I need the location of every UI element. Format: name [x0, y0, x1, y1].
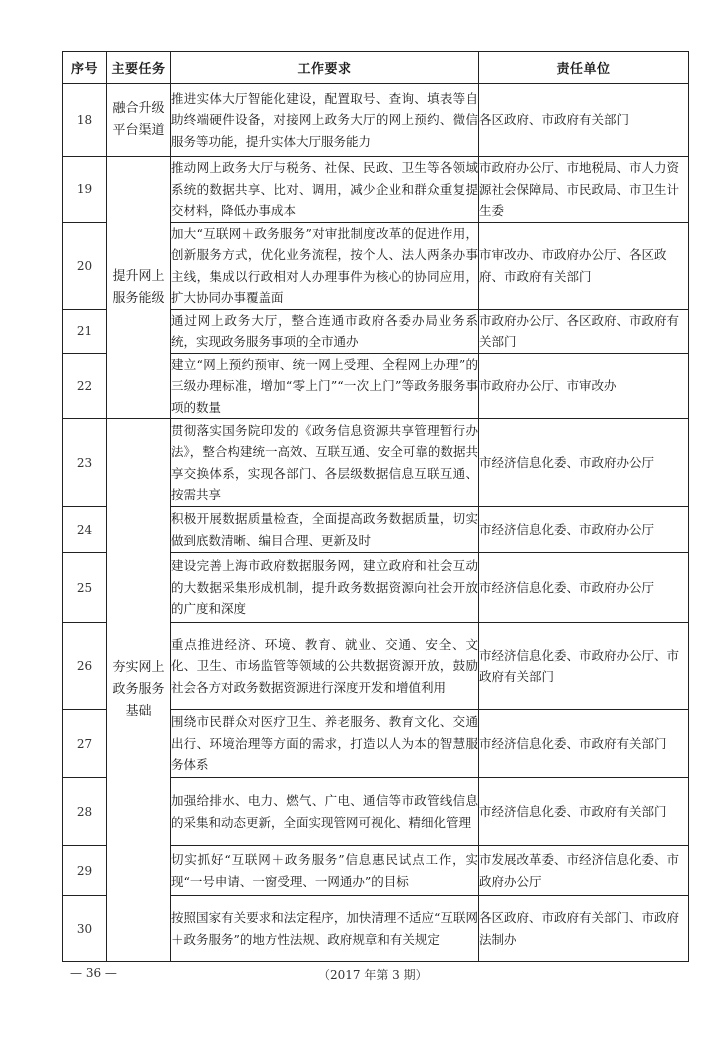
header-requirement: 工作要求 [171, 52, 479, 84]
work-requirement: 加强给排水、电力、燃气、广电、通信等市政管线信息的采集和动态更新，全面实现管网可视化、精细化管理 [171, 778, 479, 846]
work-requirement: 贯彻落实国务院印发的《政务信息资源共享管理暂行办法》，整合构建统一高效、互联互通、安全可靠的数据共享交换体系，实现各部门、各层级数据信息互联互通、按需共享 [171, 419, 479, 507]
row-number: 29 [63, 846, 107, 896]
responsible-unit: 市经济信息化委、市政府办公厅 [479, 507, 689, 553]
row-number: 28 [63, 778, 107, 846]
row-number: 30 [63, 896, 107, 962]
table-row [63, 157, 689, 223]
row-number: 18 [63, 84, 107, 157]
table-header-row [63, 52, 689, 84]
task-category: 夯实网上政务服务基础 [107, 419, 171, 962]
responsible-unit: 市政府办公厅、各区政府、市政府有关部门 [479, 309, 689, 353]
table-row [63, 84, 689, 157]
row-number: 22 [63, 353, 107, 419]
work-requirement: 推动网上政务大厅与税务、社保、民政、卫生等各领域系统的数据共享、比对、调用，减少企业和群众重复提交材料，降低办事成本 [171, 157, 479, 223]
responsible-unit: 市经济信息化委、市政府有关部门 [479, 778, 689, 846]
responsible-unit: 市发展改革委、市经济信息化委、市政府办公厅 [479, 846, 689, 896]
work-requirement: 加大“互联网＋政务服务”对审批制度改革的促进作用，创新服务方式，优化业务流程，按个人、法人两条办事主线，集成以行政相对人办理事件为核心的协同应用，扩大协同办事覆盖面 [171, 222, 479, 309]
responsible-unit: 市经济信息化委、市政府办公厅 [479, 553, 689, 623]
row-number: 19 [63, 157, 107, 223]
work-requirement: 围绕市民群众对医疗卫生、养老服务、教育文化、交通出行、环境治理等方面的需求，打造以人为本的智慧服务体系 [171, 710, 479, 778]
responsible-unit: 各区政府、市政府有关部门 [479, 84, 689, 157]
work-requirement: 积极开展数据质量检查，全面提高政务数据质量，切实做到底数清晰、编目合理、更新及时 [171, 507, 479, 553]
work-requirement: 建设完善上海市政府数据服务网，建立政府和社会互动的大数据采集形成机制，提升政务数据资源向社会开放的广度和深度 [171, 553, 479, 623]
responsible-unit: 市经济信息化委、市政府办公厅 [479, 419, 689, 507]
task-table [62, 51, 689, 962]
responsible-unit: 各区政府、市政府有关部门、市政府法制办 [479, 896, 689, 962]
responsible-unit: 市经济信息化委、市政府办公厅、市政府有关部门 [479, 623, 689, 710]
responsible-unit: 市经济信息化委、市政府有关部门 [479, 710, 689, 778]
task-category: 提升网上服务能级 [107, 157, 171, 419]
header-unit: 责任单位 [479, 52, 689, 84]
row-number: 20 [63, 222, 107, 309]
row-number: 26 [63, 623, 107, 710]
responsible-unit: 市审改办、市政府办公厅、各区政府、市政府有关部门 [479, 222, 689, 309]
row-number: 24 [63, 507, 107, 553]
table-row [63, 419, 689, 507]
row-number: 21 [63, 309, 107, 353]
work-requirement: 切实抓好“互联网＋政务服务”信息惠民试点工作，实现“一号申请、一窗受理、一网通办”的目标 [171, 846, 479, 896]
task-category: 融合升级平台渠道 [107, 84, 171, 157]
row-number: 27 [63, 710, 107, 778]
responsible-unit: 市政府办公厅、市审改办 [479, 353, 689, 419]
responsible-unit: 市政府办公厅、市地税局、市人力资源社会保障局、市民政局、市卫生计生委 [479, 157, 689, 223]
row-number: 25 [63, 553, 107, 623]
work-requirement: 重点推进经济、环境、教育、就业、交通、安全、文化、卫生、市场监管等领域的公共数据资源开放，鼓励社会各方对政务数据资源进行深度开发和增值利用 [171, 623, 479, 710]
page-number: — 36 — [70, 966, 117, 980]
work-requirement: 推进实体大厅智能化建设，配置取号、查询、填表等自助终端硬件设备，对接网上政务大厅的网上预约、微信服务等功能，提升实体大厅服务能力 [171, 84, 479, 157]
work-requirement: 按照国家有关要求和法定程序，加快清理不适应“互联网＋政务服务”的地方性法规、政府规章和有关规定 [171, 896, 479, 962]
row-number: 23 [63, 419, 107, 507]
issue-label: （2017 年第 3 期） [318, 968, 428, 982]
header-task: 主要任务 [107, 52, 171, 84]
work-requirement: 通过网上政务大厅，整合连通市政府各委办局业务系统，实现政务服务事项的全市通办 [171, 309, 479, 353]
work-requirement: 建立“网上预约预审、统一网上受理、全程网上办理”的三级办理标准，增加“零上门”“一次上门”等政务服务事项的数量 [171, 353, 479, 419]
header-no: 序号 [63, 52, 107, 84]
